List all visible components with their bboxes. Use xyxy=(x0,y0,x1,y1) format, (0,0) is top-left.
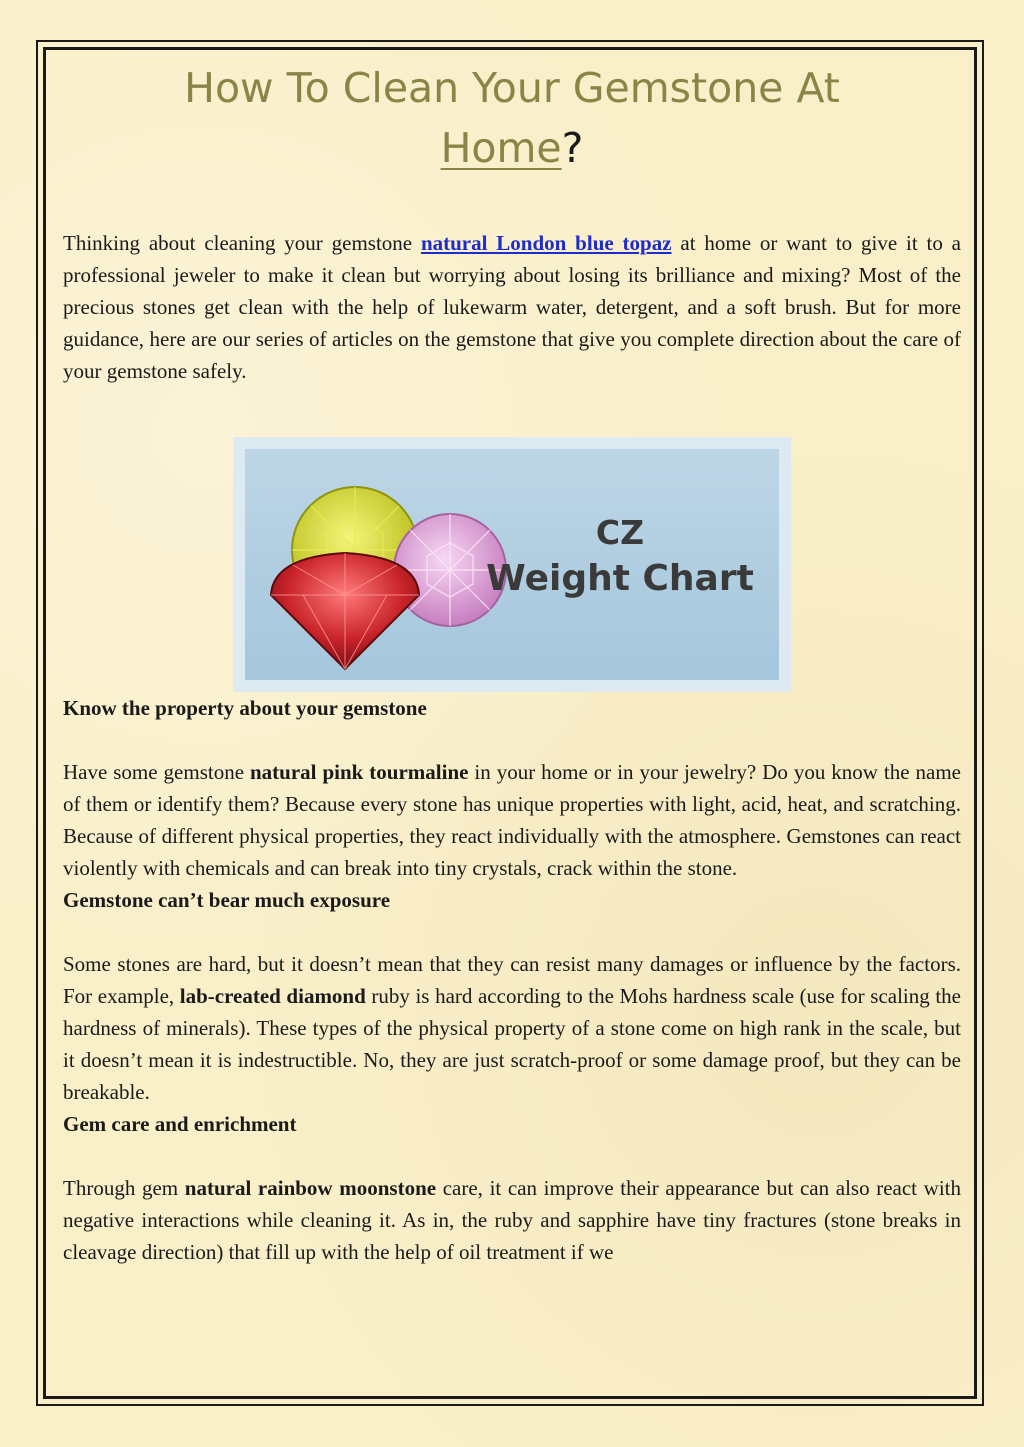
section2-text-after: ruby is hard according to the Mohs hardness scale (use for scaling the hardness of minerals). These types of the physical property of a stone come on high rank in the scale, but it doesn’t mean it is indestructible. No, they are just scratch-proof or some damage proof, but they can be breakable. xyxy=(63,984,962,1104)
section3-text-after: care, it can improve their appearance but can also react with negative interactions while cleaning it. As in, the ruby and sapphire have tiny fractures (stone breaks in cleavage direction) that fill up with the help of oil treatment if we xyxy=(63,1176,961,1264)
section-paragraph-exposure xyxy=(63,948,961,1108)
rainbow-moonstone-bold: natural rainbow moonstone xyxy=(184,1176,437,1200)
hero-caption-line-1: CZ xyxy=(595,513,645,552)
hero-caption-line-2: Weight Chart xyxy=(486,558,754,599)
section-heading-care: Gem care and enrichment xyxy=(63,1112,297,1136)
hero-caption xyxy=(465,511,775,603)
section3-text-before: Through gem xyxy=(63,1176,185,1200)
title-line-1: How To Clean Your Gemstone At xyxy=(184,64,840,112)
section-paragraph-property xyxy=(63,756,961,884)
london-blue-topaz-link[interactable]: natural London blue topaz xyxy=(420,231,672,255)
section-heading-exposure: Gemstone can’t bear much exposure xyxy=(63,888,391,912)
red-gem-icon xyxy=(271,553,419,669)
section1-text-before: Have some gemstone xyxy=(63,760,250,784)
page-title xyxy=(63,58,961,178)
title-home-word: Home xyxy=(440,124,562,172)
lab-created-diamond-bold: lab-created diamond xyxy=(179,984,366,1008)
intro-paragraph xyxy=(63,227,961,387)
cz-weight-chart-image xyxy=(233,437,791,692)
section2-text-before: Some stones are hard, but it doesn’t mean that they can resist many damages or influence by the factors. For example, xyxy=(63,952,961,1008)
section-heading-property: Know the property about your gemstone xyxy=(63,696,427,720)
intro-text-after: at home or want to give it to a professional jeweler to make it clean but worrying about losing its brilliance and mixing? Most of the precious stones get clean with the help of lukewarm water, detergent, and a soft brush. But for more guidance, here are our series of articles on the gemstone that give you complete direction about the care of your gemstone safely. xyxy=(63,231,961,383)
section-paragraph-care xyxy=(63,1172,961,1268)
title-question-mark: ? xyxy=(561,124,584,172)
document-content xyxy=(63,58,961,1268)
section1-text-after: in your home or in your jewelry? Do you know the name of them or identify them? Because every stone has unique properties with light, acid, heat, and scratching. Because of different physical properties, they react individually with the atmosphere. Gemstones can react violently with chemicals and can break into tiny crystals, crack within the stone. xyxy=(63,760,961,880)
pink-tourmaline-bold: natural pink tourmaline xyxy=(250,760,469,784)
intro-text-before: Thinking about cleaning your gemstone xyxy=(63,231,421,255)
